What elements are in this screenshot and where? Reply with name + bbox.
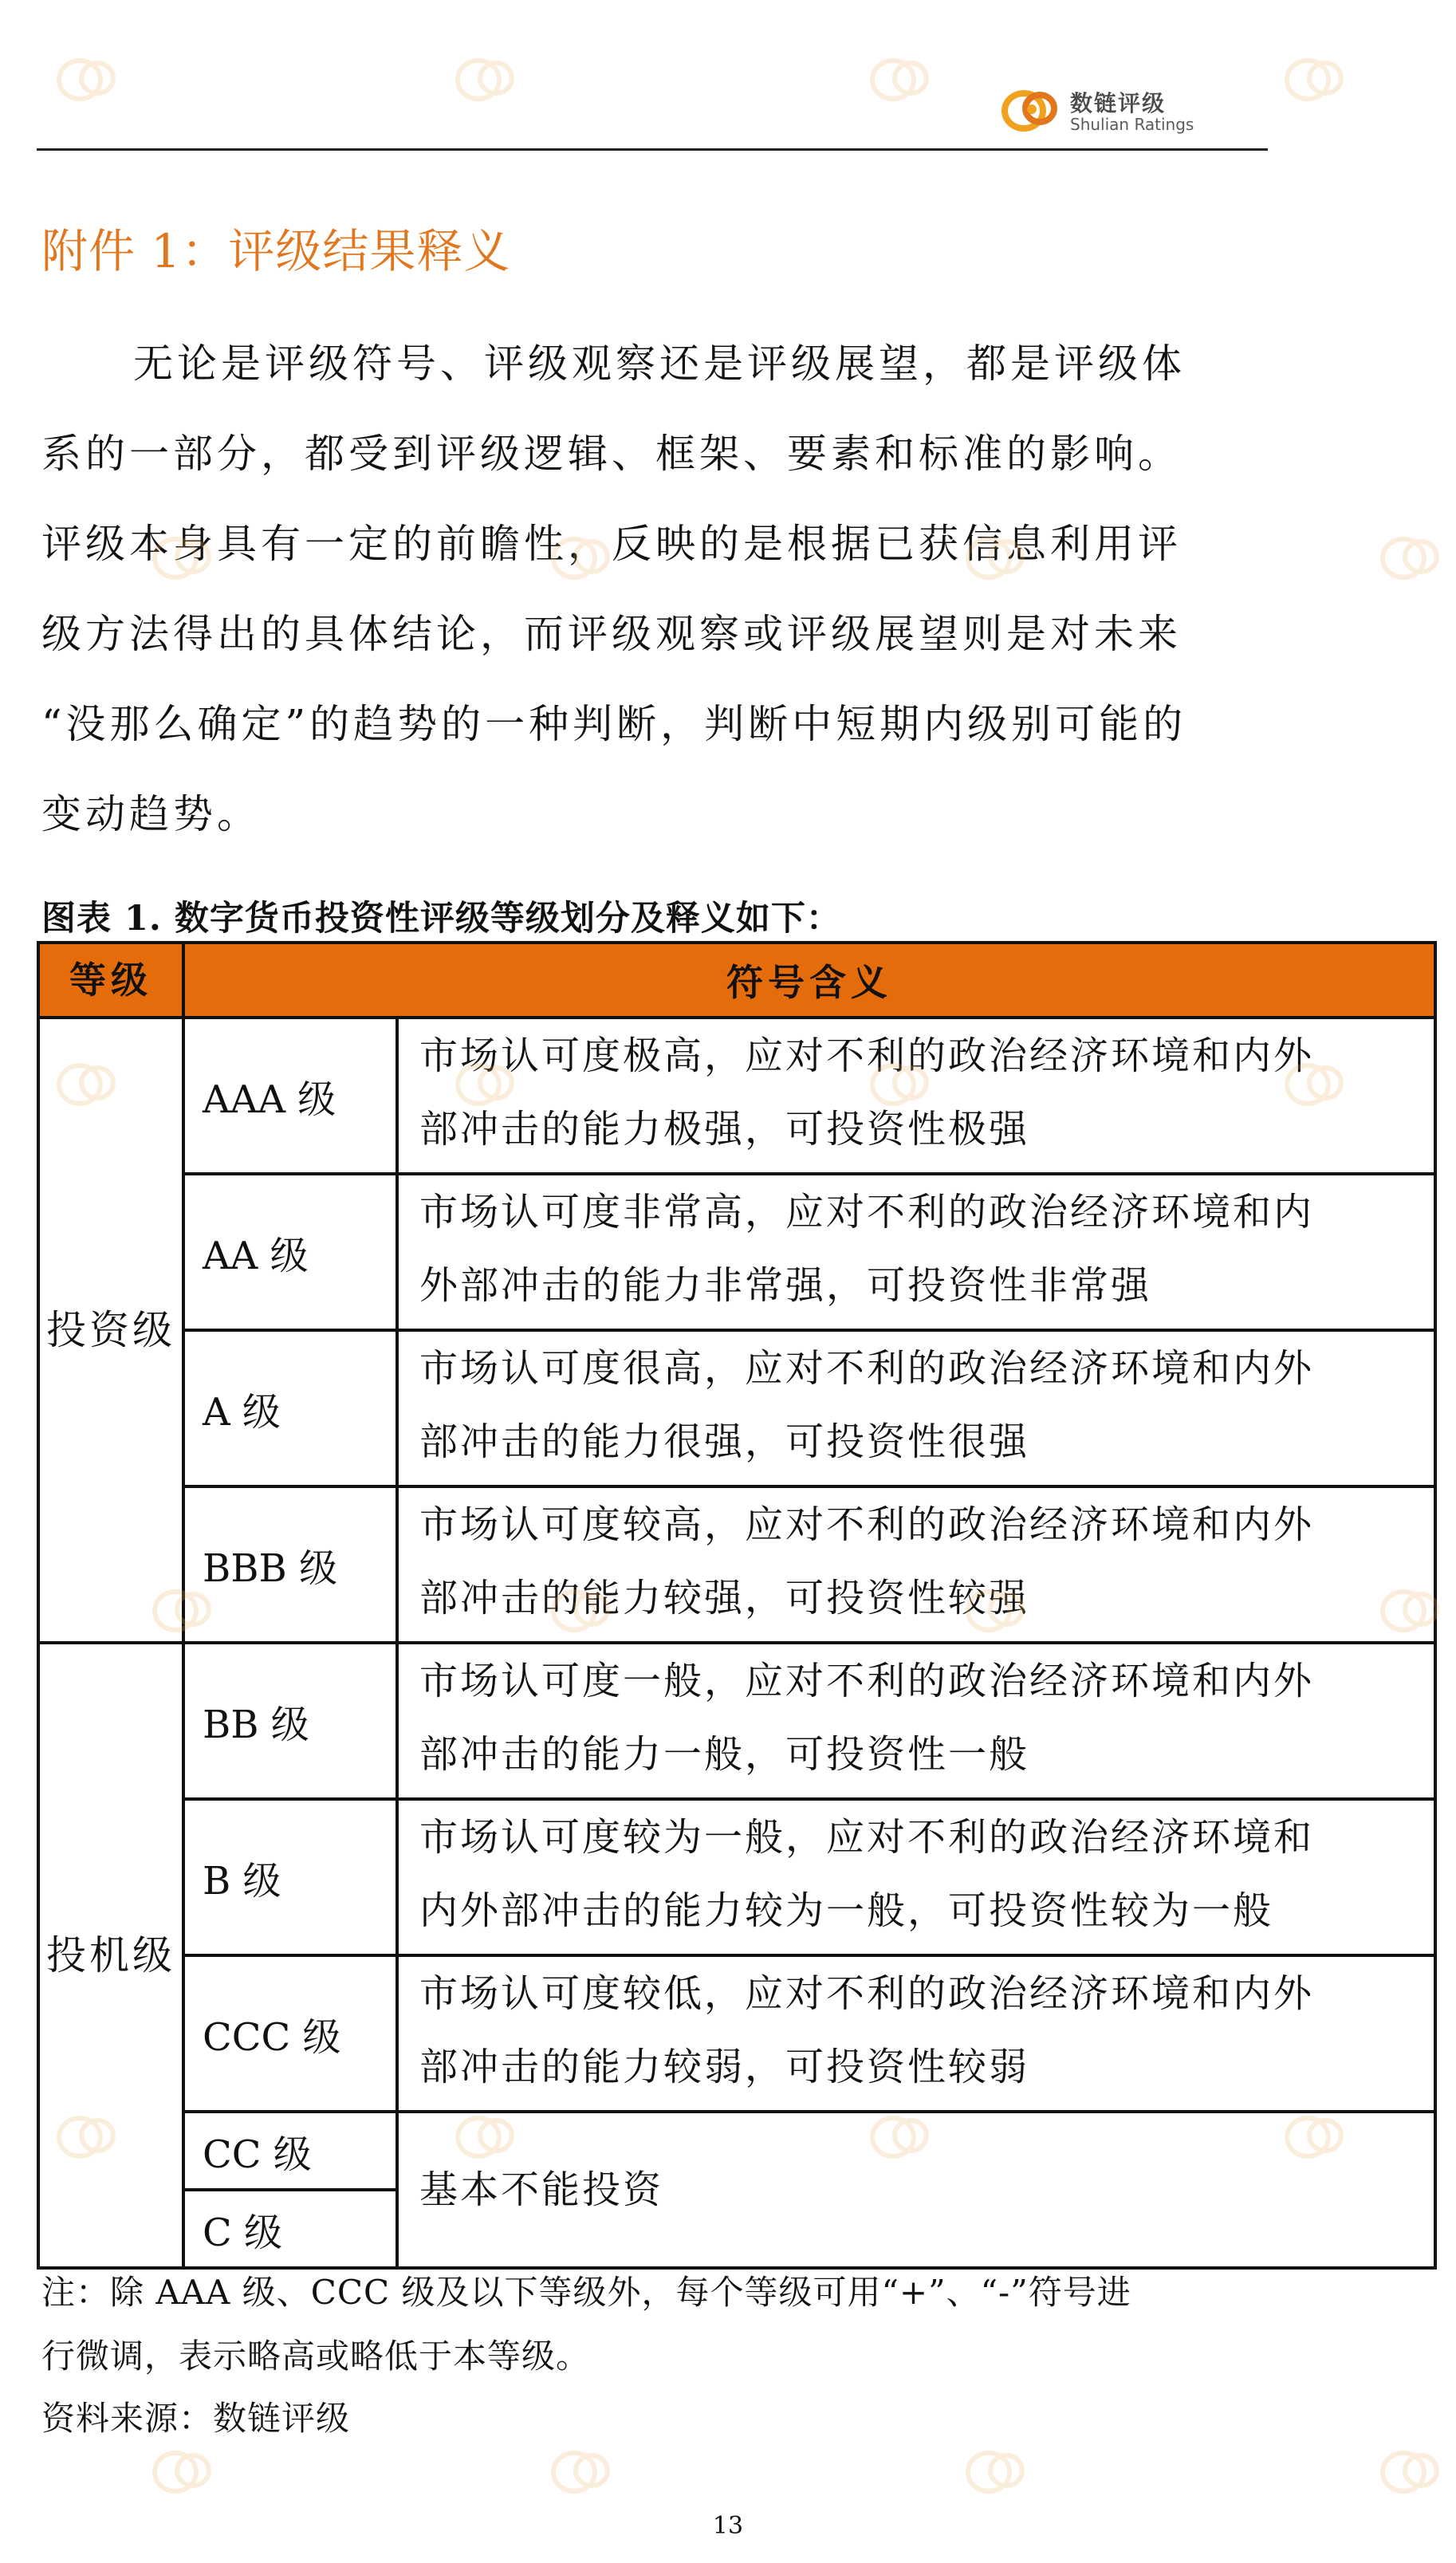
desc-line: 市场认可度较低，应对不利的政治经济环境和内外 xyxy=(419,1971,1315,2016)
brand-name-en: Shulian Ratings xyxy=(1070,115,1194,134)
section-title: 附件 1：评级结果释义 xyxy=(41,224,511,278)
grade-cell: CCC 级 xyxy=(183,1955,397,2112)
desc-cell xyxy=(397,1799,1435,1955)
grade-cell: BB 级 xyxy=(183,1643,397,1799)
grade-cell: AA 级 xyxy=(183,1174,397,1330)
table-row xyxy=(38,1330,1435,1486)
watermark-logo-icon xyxy=(48,48,144,120)
watermark-logo-icon xyxy=(542,526,638,598)
desc-line: 部冲击的能力极强，可投资性极强 xyxy=(419,1107,1030,1152)
figure-caption: 图表 1. 数字货币投资性评级等级划分及释义如下： xyxy=(41,899,841,939)
grade-cell: B 级 xyxy=(183,1799,397,1955)
watermark-logo-icon xyxy=(447,1053,542,1124)
page-number: 13 xyxy=(712,2512,744,2540)
watermark-logo-icon xyxy=(957,526,1053,598)
watermark-logo-icon xyxy=(1371,2440,1456,2512)
paragraph-line: 级方法得出的具体结论，而评级观察或评级展望则是对未来 xyxy=(41,611,1182,657)
page-header xyxy=(37,32,1268,152)
watermark-logo-icon xyxy=(861,2105,957,2177)
desc-line: 外部冲击的能力非常强，可投资性非常强 xyxy=(419,1263,1152,1308)
desc-line: 市场认可度一般，应对不利的政治经济环境和内外 xyxy=(419,1659,1315,1703)
source-note: 资料来源：数链评级 xyxy=(41,2399,351,2438)
table-note: 注：除 AAA 级、CCC 级及以下等级外，每个等级可用“+”、“-”符号进 xyxy=(41,2273,1131,2312)
desc-cell xyxy=(397,1955,1435,2112)
table-row xyxy=(38,1799,1435,1955)
watermark-logo-icon xyxy=(542,2440,638,2512)
desc-cell-merged: 基本不能投资 xyxy=(397,2112,1435,2268)
rating-table xyxy=(37,941,1437,2270)
table-note: 行微调，表示略高或略低于本等级。 xyxy=(41,2337,591,2376)
header-meaning: 符号含义 xyxy=(183,943,1435,1018)
paragraph-line: 无论是评级符号、评级观察还是评级展望，都是评级体 xyxy=(133,341,1186,387)
watermark-logo-icon xyxy=(144,2440,239,2512)
desc-line: 内外部冲击的能力较为一般，可投资性较为一般 xyxy=(419,1888,1274,1933)
watermark-logo-icon xyxy=(144,1579,239,1651)
desc-line: 市场认可度很高，应对不利的政治经济环境和内外 xyxy=(419,1346,1315,1391)
desc-line: 市场认可度极高，应对不利的政治经济环境和内外 xyxy=(419,1033,1315,1078)
paragraph-line: 评级本身具有一定的前瞻性，反映的是根据已获信息利用评 xyxy=(41,521,1182,567)
table-row xyxy=(38,1174,1435,1330)
paragraph-line: 变动趋势。 xyxy=(41,791,261,837)
brand-name-cn: 数链评级 xyxy=(1070,90,1167,116)
desc-cell xyxy=(397,1643,1435,1799)
desc-line: 市场认可度较高，应对不利的政治经济环境和内外 xyxy=(419,1502,1315,1547)
paragraph-line: “没那么确定”的趋势的一种判断，判断中短期内级别可能的 xyxy=(41,701,1187,747)
paragraph-line: 系的一部分，都受到评级逻辑、框架、要素和标准的影响。 xyxy=(41,431,1182,477)
category-investment: 投资级 xyxy=(38,1018,183,1643)
watermark-logo-icon xyxy=(542,1579,638,1651)
grade-cell: A 级 xyxy=(183,1330,397,1486)
shulian-logo-icon xyxy=(1001,85,1059,134)
desc-line: 部冲击的能力一般，可投资性一般 xyxy=(419,1732,1030,1777)
watermark-logo-icon xyxy=(1276,1053,1371,1124)
desc-line: 市场认可度非常高，应对不利的政治经济环境和内 xyxy=(419,1190,1315,1234)
watermark-logo-icon xyxy=(447,2105,542,2177)
watermark-logo-icon xyxy=(144,526,239,598)
watermark-logo-icon xyxy=(48,2105,144,2177)
desc-cell xyxy=(397,1330,1435,1486)
watermark-logo-icon xyxy=(861,1053,957,1124)
watermark-logo-icon xyxy=(48,1053,144,1124)
grade-cell: BBB 级 xyxy=(183,1486,397,1643)
watermark-logo-icon xyxy=(957,1579,1053,1651)
header-divider xyxy=(37,148,1268,151)
table-row xyxy=(38,1018,1435,1174)
watermark-logo-icon xyxy=(1371,1579,1456,1651)
desc-cell xyxy=(397,1174,1435,1330)
table-row xyxy=(38,2112,1435,2190)
brand-logo xyxy=(1001,83,1241,139)
desc-line: 市场认可度较为一般，应对不利的政治经济环境和 xyxy=(419,1815,1315,1860)
table-row xyxy=(38,1486,1435,1643)
watermark-logo-icon xyxy=(1276,2105,1371,2177)
watermark-logo-icon xyxy=(957,2440,1053,2512)
grade-cell: C 级 xyxy=(183,2190,397,2268)
grade-cell: CC 级 xyxy=(183,2112,397,2190)
watermark-logo-icon xyxy=(1371,526,1456,598)
grade-cell: AAA 级 xyxy=(183,1018,397,1174)
watermark-logo-icon xyxy=(861,48,957,120)
watermark-logo-icon xyxy=(447,48,542,120)
desc-line: 部冲击的能力较强，可投资性较强 xyxy=(419,1576,1030,1620)
category-speculative: 投机级 xyxy=(38,1643,183,2268)
desc-line: 部冲击的能力较弱，可投资性较弱 xyxy=(419,2045,1030,2089)
desc-line: 部冲击的能力很强，可投资性很强 xyxy=(419,1419,1030,1464)
table-row xyxy=(38,1955,1435,2112)
header-grade: 等级 xyxy=(38,943,183,1018)
table-row xyxy=(38,1643,1435,1799)
watermark-logo-icon xyxy=(1276,48,1371,120)
table-header-row xyxy=(38,943,1435,1018)
